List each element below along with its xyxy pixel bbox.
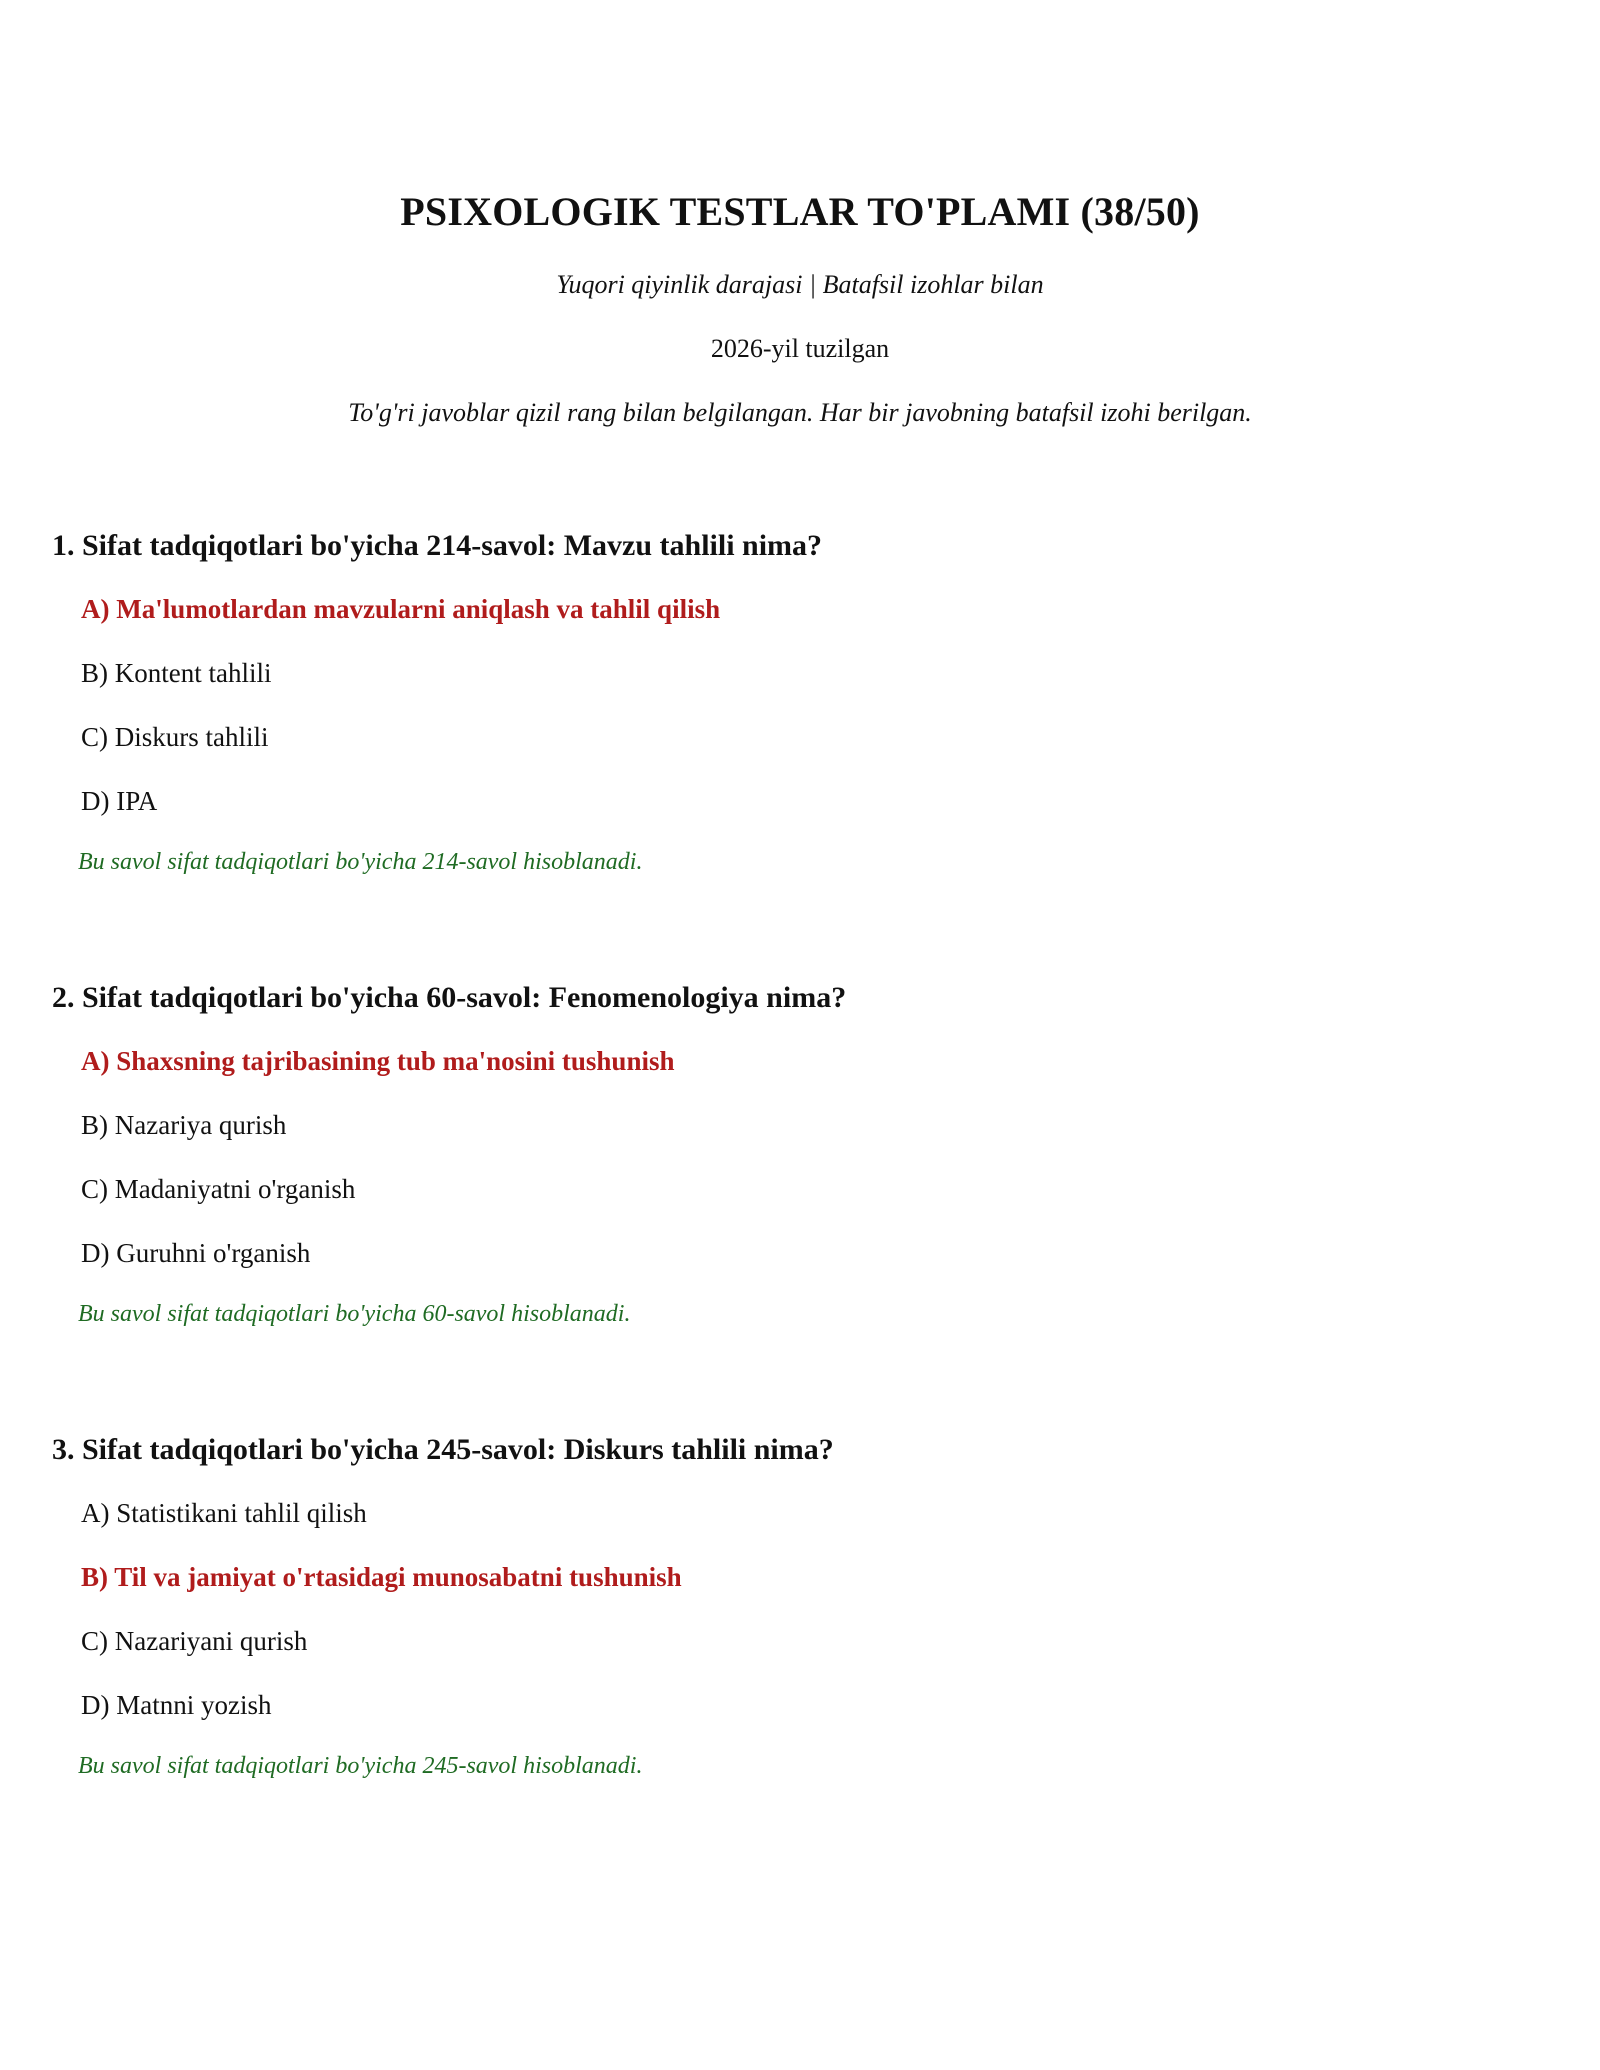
explanation-text: Bu savol sifat tadqiqotlari bo'yicha 214-savol hisoblanadi. (78, 849, 643, 875)
question-text: 2. Sifat tadqiqotlari bo'yicha 60-savol: Fenomenologiya nima? (52, 981, 847, 1014)
option-d: D) Guruhni o'rganish (81, 1238, 311, 1268)
question-block (52, 1430, 1552, 1782)
document-year: 2026-yil tuzilgan (710, 334, 890, 363)
question-text: 3. Sifat tadqiqotlari bo'yicha 245-savol: Diskurs tahlili nima? (52, 1433, 834, 1466)
option-d: D) Matnni yozish (81, 1690, 272, 1720)
option-b: B) Nazariya qurish (81, 1110, 287, 1140)
option-a: A) Ma'lumotlardan mavzularni aniqlash va tahlil qilish (81, 594, 721, 624)
document-title: PSIXOLOGIK TESTLAR TO'PLAMI (38/50) (400, 189, 1200, 234)
option-a: A) Statistikani tahlil qilish (81, 1498, 367, 1528)
explanation-text: Bu savol sifat tadqiqotlari bo'yicha 60-savol hisoblanadi. (78, 1301, 631, 1327)
option-a: A) Shaxsning tajribasining tub ma'nosini tushunish (81, 1046, 675, 1076)
option-c: C) Madaniyatni o'rganish (81, 1174, 356, 1204)
option-c: C) Nazariyani qurish (81, 1626, 308, 1656)
option-c: C) Diskurs tahlili (81, 722, 269, 752)
explanation-text: Bu savol sifat tadqiqotlari bo'yicha 245-savol hisoblanadi. (78, 1753, 643, 1779)
document-note: To'g'ri javoblar qizil rang bilan belgilangan. Har bir javobning batafsil izohi berilgan. (348, 398, 1252, 427)
option-b: B) Til va jamiyat o'rtasidagi munosabatni tushunish (81, 1562, 682, 1592)
document-subtitle: Yuqori qiyinlik darajasi | Batafsil izohlar bilan (556, 270, 1044, 299)
question-block (52, 978, 1552, 1330)
question-text: 1. Sifat tadqiqotlari bo'yicha 214-savol: Mavzu tahlili nima? (52, 529, 823, 562)
option-d: D) IPA (81, 786, 158, 816)
option-b: B) Kontent tahlili (81, 658, 272, 688)
question-block (52, 526, 1552, 878)
